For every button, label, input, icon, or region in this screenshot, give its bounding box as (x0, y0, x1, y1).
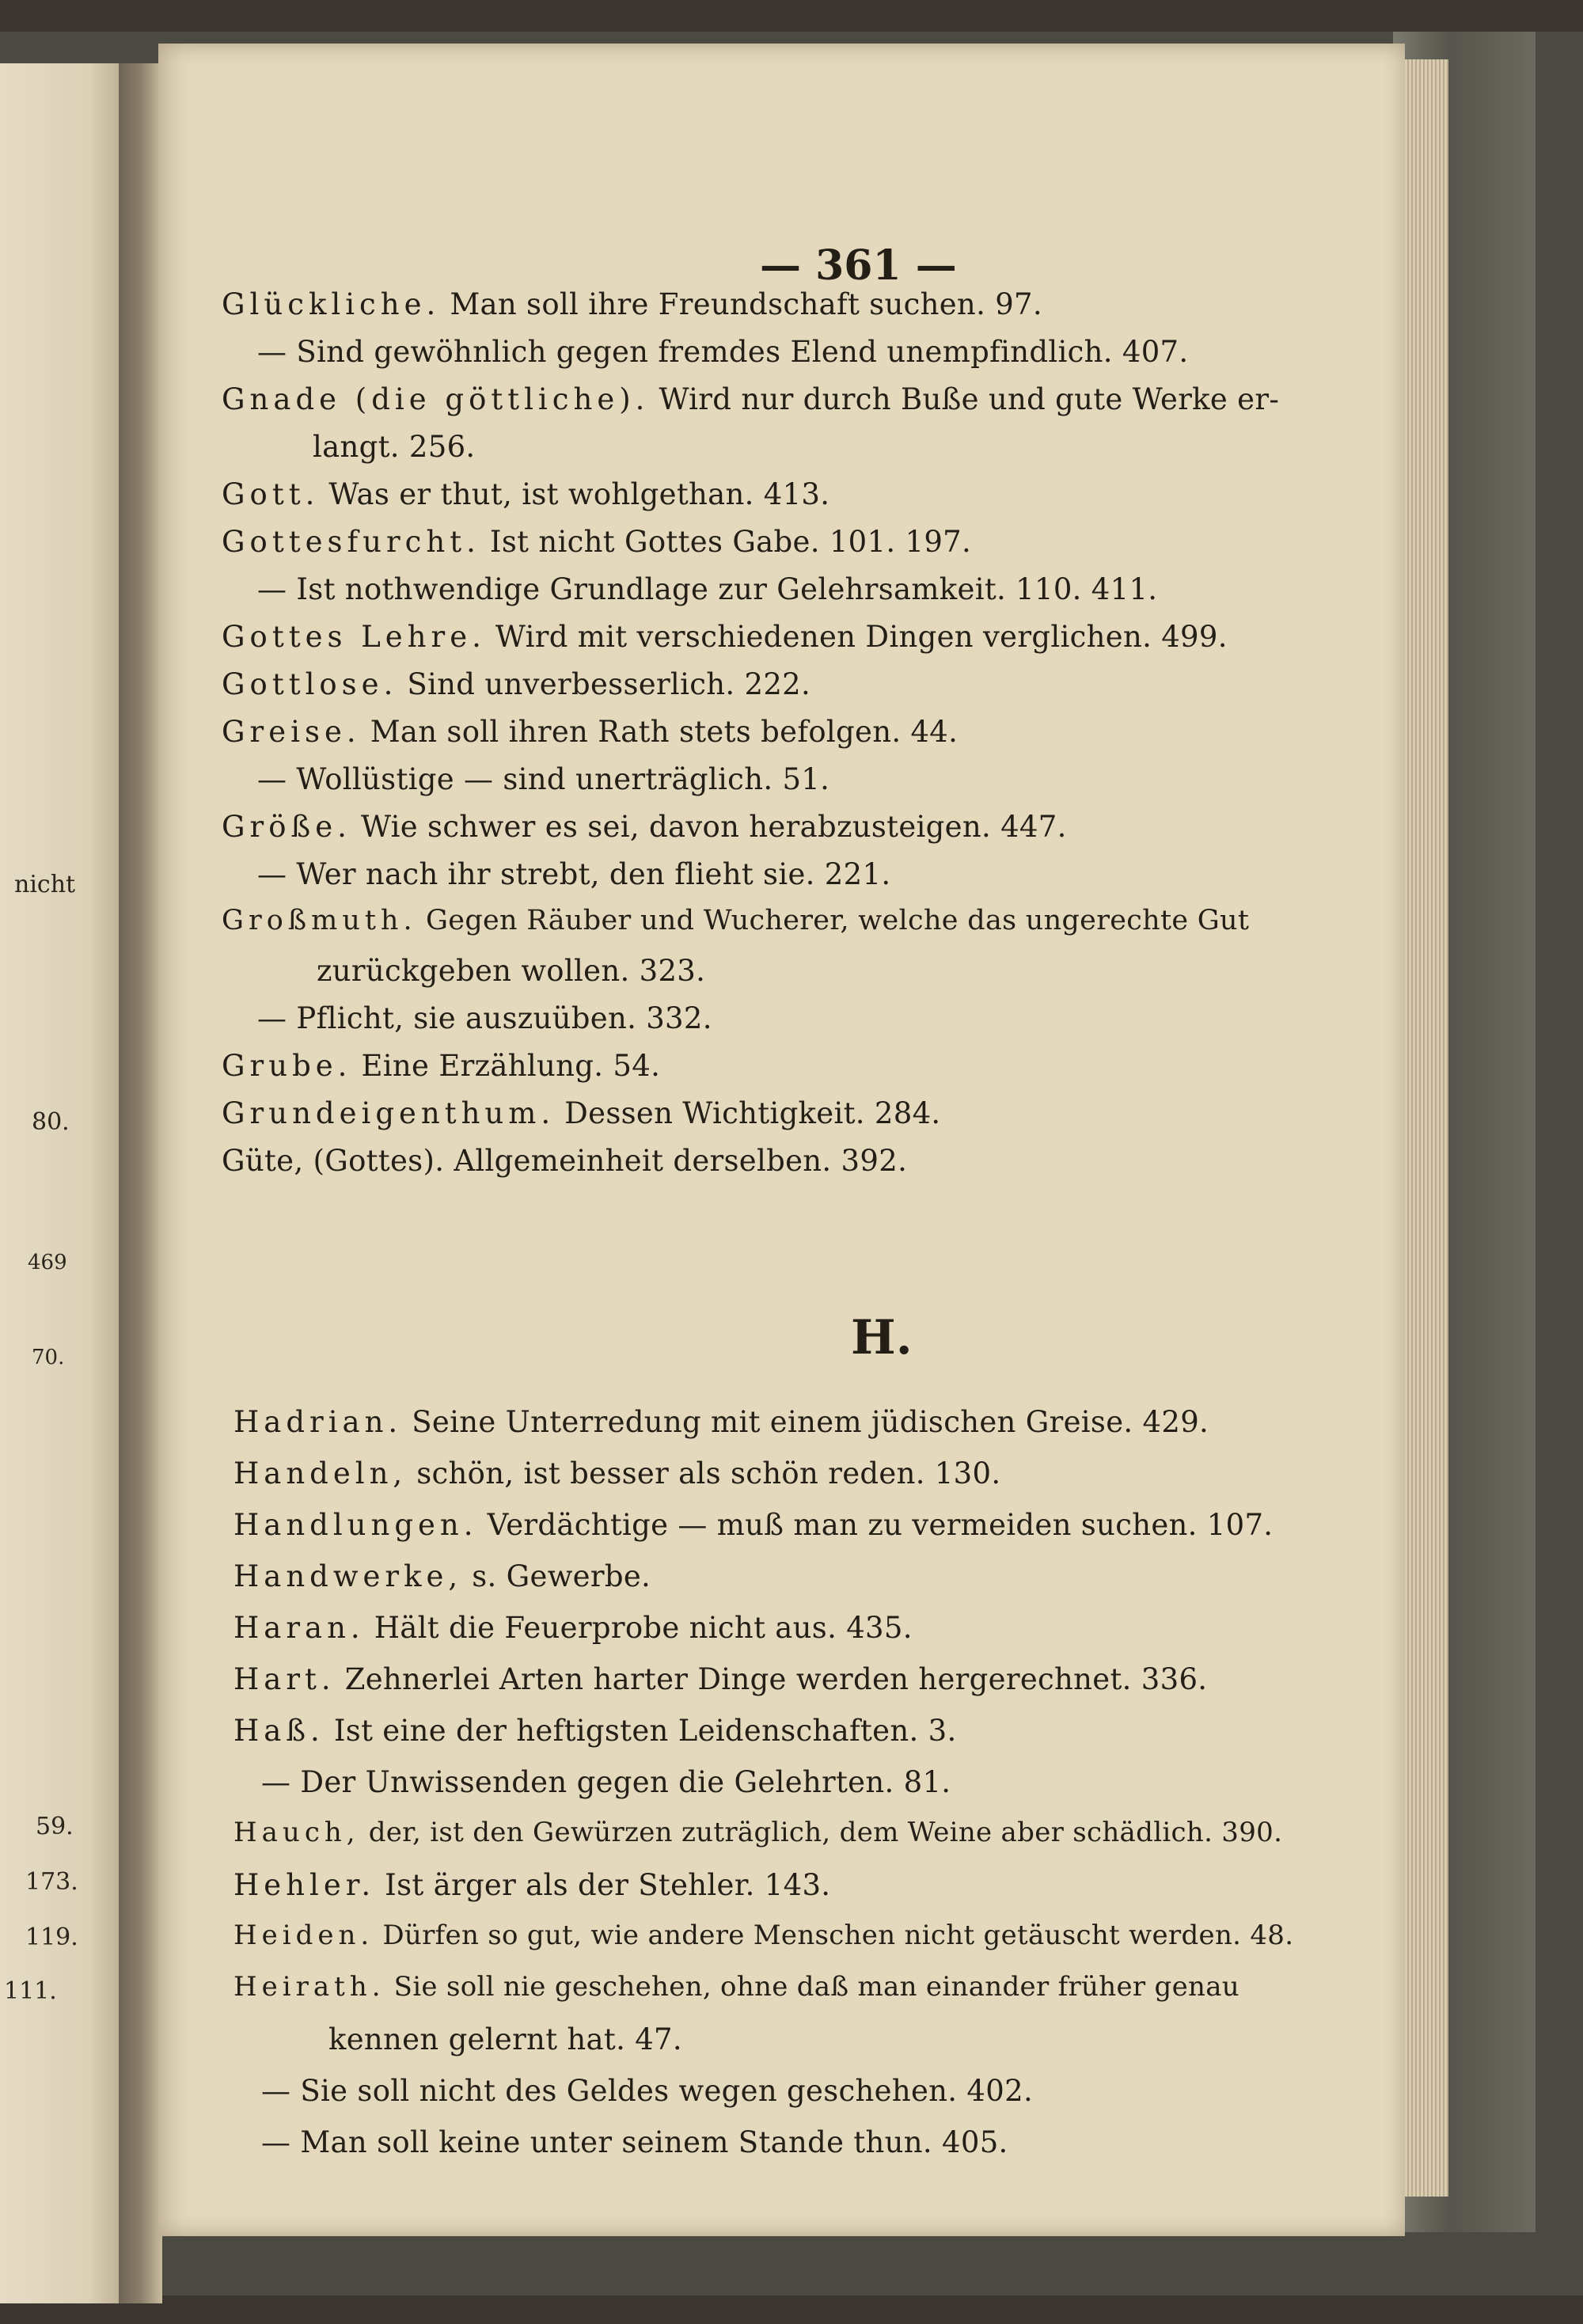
index-entry-continuation (317, 954, 705, 988)
left-margin-text: 173. (25, 1868, 78, 1896)
left-margin-text: 70. (32, 1346, 65, 1369)
entry-head: Haß. (233, 1714, 325, 1748)
index-entry (233, 1456, 1000, 1490)
left-margin-text: 469 (28, 1251, 67, 1274)
entry-text: Dessen Wichtigkeit. 284. (564, 1096, 941, 1130)
entry-head: Gottes Lehre. (222, 620, 486, 654)
index-entry (233, 1714, 957, 1748)
entry-head: Hehler. (233, 1868, 376, 1902)
entry-head: Gott. (222, 477, 320, 511)
index-entry (222, 905, 1249, 936)
entry-dash: — (261, 1765, 291, 1799)
entry-text: Eine Erzählung. 54. (361, 1049, 661, 1083)
entry-head: Grube. (222, 1049, 352, 1083)
entry-text: zurückgeben wollen. 323. (317, 954, 706, 988)
entry-head: Gottlose. (222, 667, 398, 701)
entry-head: Gottesfurcht. (222, 525, 480, 559)
index-entry (222, 1049, 660, 1083)
entry-head: Heirath. (233, 1971, 385, 2003)
index-entry (222, 287, 1042, 321)
entry-text: Verdächtige — muß man zu vermeiden suchen. 107. (487, 1508, 1274, 1542)
section-letter: H. (851, 1310, 913, 1365)
entry-text: Man soll keine unter seinem Stande thun. 405. (300, 2125, 1008, 2159)
entry-text: langt. 256. (313, 430, 476, 464)
index-entry (261, 2125, 1008, 2159)
index-entry (233, 1662, 1207, 1696)
entry-dash: — (257, 762, 287, 796)
entry-text: Wer nach ihr strebt, den flieht sie. 221. (296, 857, 891, 891)
entry-dash: — (261, 2074, 291, 2108)
entry-head: Grundeigenthum. (222, 1096, 556, 1130)
index-entry (261, 1765, 951, 1799)
index-entry (257, 1001, 712, 1035)
entry-head: Güte, (Gottes). (222, 1144, 445, 1178)
entry-text: Wird mit verschiedenen Dingen verglichen. 499. (495, 620, 1228, 654)
entry-head: Handwerke, (233, 1559, 463, 1593)
right-page (158, 44, 1405, 2236)
page-number: — 361 — (760, 241, 957, 290)
index-entry (257, 857, 890, 891)
index-entry (222, 715, 958, 749)
index-entry (222, 1144, 907, 1178)
index-entry (233, 1559, 651, 1593)
entry-head: Hadrian. (233, 1405, 403, 1439)
index-entry (257, 572, 1157, 606)
index-entry (233, 1405, 1209, 1439)
index-entry (222, 477, 829, 511)
index-entry-continuation (328, 2022, 682, 2056)
entry-text: Zehnerlei Arten harter Dinge werden hergerechnet. 336. (344, 1662, 1208, 1696)
entry-text: Ist ärger als der Stehler. 143. (385, 1868, 831, 1902)
left-page (0, 63, 127, 2303)
entry-text: Dürfen so gut, wie andere Menschen nicht getäuscht werden. 48. (382, 1920, 1294, 1951)
entry-text: Gegen Räuber und Wucherer, welche das ungerechte Gut (426, 905, 1250, 936)
entry-text: Sie soll nicht des Geldes wegen geschehen. 402. (300, 2074, 1034, 2108)
entry-head: Hart. (233, 1662, 336, 1696)
entry-text: Pflicht, sie auszuüben. 332. (296, 1001, 712, 1035)
entry-text: Wird nur durch Buße und gute Werke er- (659, 382, 1280, 416)
entry-dash: — (261, 2125, 291, 2159)
index-entry (233, 1971, 1239, 2003)
left-margin-text: 119. (25, 1923, 78, 1951)
entry-text: Der Unwissenden gegen die Gelehrten. 81. (300, 1765, 951, 1799)
entry-head: Großmuth. (222, 905, 417, 936)
entry-text: s. Gewerbe. (472, 1559, 651, 1593)
entry-dash: — (257, 335, 287, 369)
entry-head: Greise. (222, 715, 361, 749)
entry-head: Hauch, (233, 1817, 360, 1848)
entry-head: Handlungen. (233, 1508, 478, 1542)
index-entry (233, 1611, 913, 1645)
left-margin-text: nicht (14, 871, 76, 898)
entry-text: Ist nothwendige Grundlage zur Gelehrsamkeit. 110. 411. (296, 572, 1158, 606)
index-entry-continuation (313, 430, 475, 464)
index-entry (233, 1868, 830, 1902)
entry-head: Gnade (die göttliche). (222, 382, 650, 416)
entry-head: Handeln, (233, 1456, 408, 1490)
left-margin-text: 111. (4, 1977, 57, 2005)
entry-text: kennen gelernt hat. 47. (328, 2022, 682, 2056)
entry-text: Hält die Feuerprobe nicht aus. 435. (374, 1611, 913, 1645)
entry-text: Man soll ihre Freundschaft suchen. 97. (450, 287, 1042, 321)
entry-text: Ist eine der heftigsten Leidenschaften. 3. (333, 1714, 957, 1748)
entry-text: Ist nicht Gottes Gabe. 101. 197. (489, 525, 972, 559)
entry-head: Glückliche. (222, 287, 441, 321)
entry-text: Was er thut, ist wohlgethan. 413. (328, 477, 830, 511)
entry-text: der, ist den Gewürzen zuträglich, dem Weine aber schädlich. 390. (368, 1817, 1283, 1848)
index-entry (222, 810, 1067, 844)
entry-text: Seine Unterredung mit einem jüdischen Greise. 429. (412, 1405, 1209, 1439)
index-entry (222, 382, 1279, 416)
index-entry (257, 762, 829, 796)
index-entry (222, 620, 1228, 654)
entry-dash: — (257, 857, 287, 891)
entry-text: Sind unverbesserlich. 222. (407, 667, 811, 701)
index-entry (261, 2074, 1033, 2108)
entry-dash: — (257, 1001, 287, 1035)
entry-text: Sind gewöhnlich gegen fremdes Elend unempfindlich. 407. (296, 335, 1189, 369)
index-entry (233, 1508, 1273, 1542)
entry-text: Allgemeinheit derselben. 392. (454, 1144, 908, 1178)
entry-dash: — (257, 572, 287, 606)
left-margin-text: 80. (32, 1108, 70, 1136)
entry-head: Haran. (233, 1611, 365, 1645)
index-entry (233, 1817, 1282, 1848)
index-entry (257, 335, 1188, 369)
index-entry (233, 1920, 1293, 1951)
entry-text: Sie soll nie geschehen, ohne daß man einander früher genau (393, 1971, 1239, 2003)
book-gutter (119, 63, 162, 2303)
entry-text: Wollüstige — sind unerträglich. 51. (296, 762, 830, 796)
index-entry (222, 667, 810, 701)
left-margin-text: 59. (36, 1813, 74, 1840)
entry-text: schön, ist besser als schön reden. 130. (416, 1456, 1001, 1490)
index-entry (222, 525, 971, 559)
entry-head: Größe. (222, 810, 351, 844)
index-entry (222, 1096, 940, 1130)
entry-text: Man soll ihren Rath stets befolgen. 44. (370, 715, 959, 749)
entry-head: Heiden. (233, 1920, 374, 1951)
entry-text: Wie schwer es sei, davon herabzusteigen. 447. (360, 810, 1067, 844)
